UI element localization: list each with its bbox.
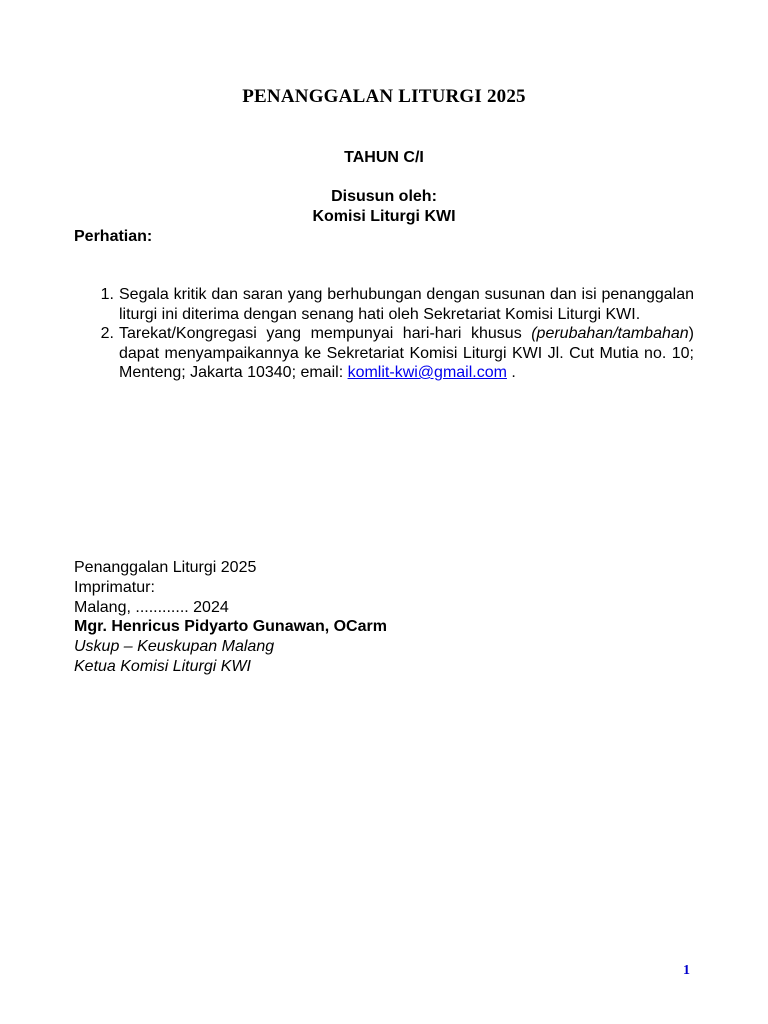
list-item-number: 1. xyxy=(100,286,114,303)
list-item-text: Segala kritik dan saran yang berhubungan dengan susunan dan isi penanggalan liturgi ini diterima dengan senang hati oleh Sekretariat Komisi Liturgi KWI. xyxy=(119,286,694,323)
list-item xyxy=(74,324,694,383)
signatory-name: Mgr. Henricus Pidyarto Gunawan, OCarm xyxy=(74,618,387,636)
attention-label: Perhatian: xyxy=(74,228,153,245)
compiled-by-name: Komisi Liturgi KWI xyxy=(312,208,456,225)
signatory-role-chair: Ketua Komisi Liturgi KWI xyxy=(74,657,251,675)
imprimatur-place-date: Malang, ............ 2024 xyxy=(74,598,229,616)
compiled-by-block xyxy=(0,187,768,227)
list-item-number: 2. xyxy=(100,325,114,342)
list-item-text xyxy=(119,324,694,383)
notes-list xyxy=(74,285,694,383)
document-title: PENANGGALAN LITURGI 2025 xyxy=(242,86,526,107)
list-item xyxy=(74,285,694,324)
note-text-before: Tarekat/Kongregasi yang mempunyai hari-hari khusus xyxy=(119,325,532,342)
email-link[interactable]: komlit-kwi@gmail.com xyxy=(347,364,507,381)
imprimatur-line-title: Penanggalan Liturgi 2025 xyxy=(74,559,257,576)
note-text-italic: (perubahan/tambahan xyxy=(531,325,689,342)
year-cycle: TAHUN C/I xyxy=(344,149,424,166)
imprimatur-label: Imprimatur: xyxy=(74,578,155,596)
page-number: 1 xyxy=(683,963,690,978)
compiled-by-label: Disusun oleh: xyxy=(331,188,437,205)
signatory-role-bishop: Uskup – Keuskupan Malang xyxy=(74,638,275,656)
note-text-after: ) dapat menyampaikannya ke Sekretariat Komisi Liturgi KWI Jl. Cut Mutia no. 10; Menteng; Jakarta 10340; email: xyxy=(119,325,694,381)
imprimatur-block xyxy=(74,558,387,677)
note-text-end: . xyxy=(506,364,516,381)
